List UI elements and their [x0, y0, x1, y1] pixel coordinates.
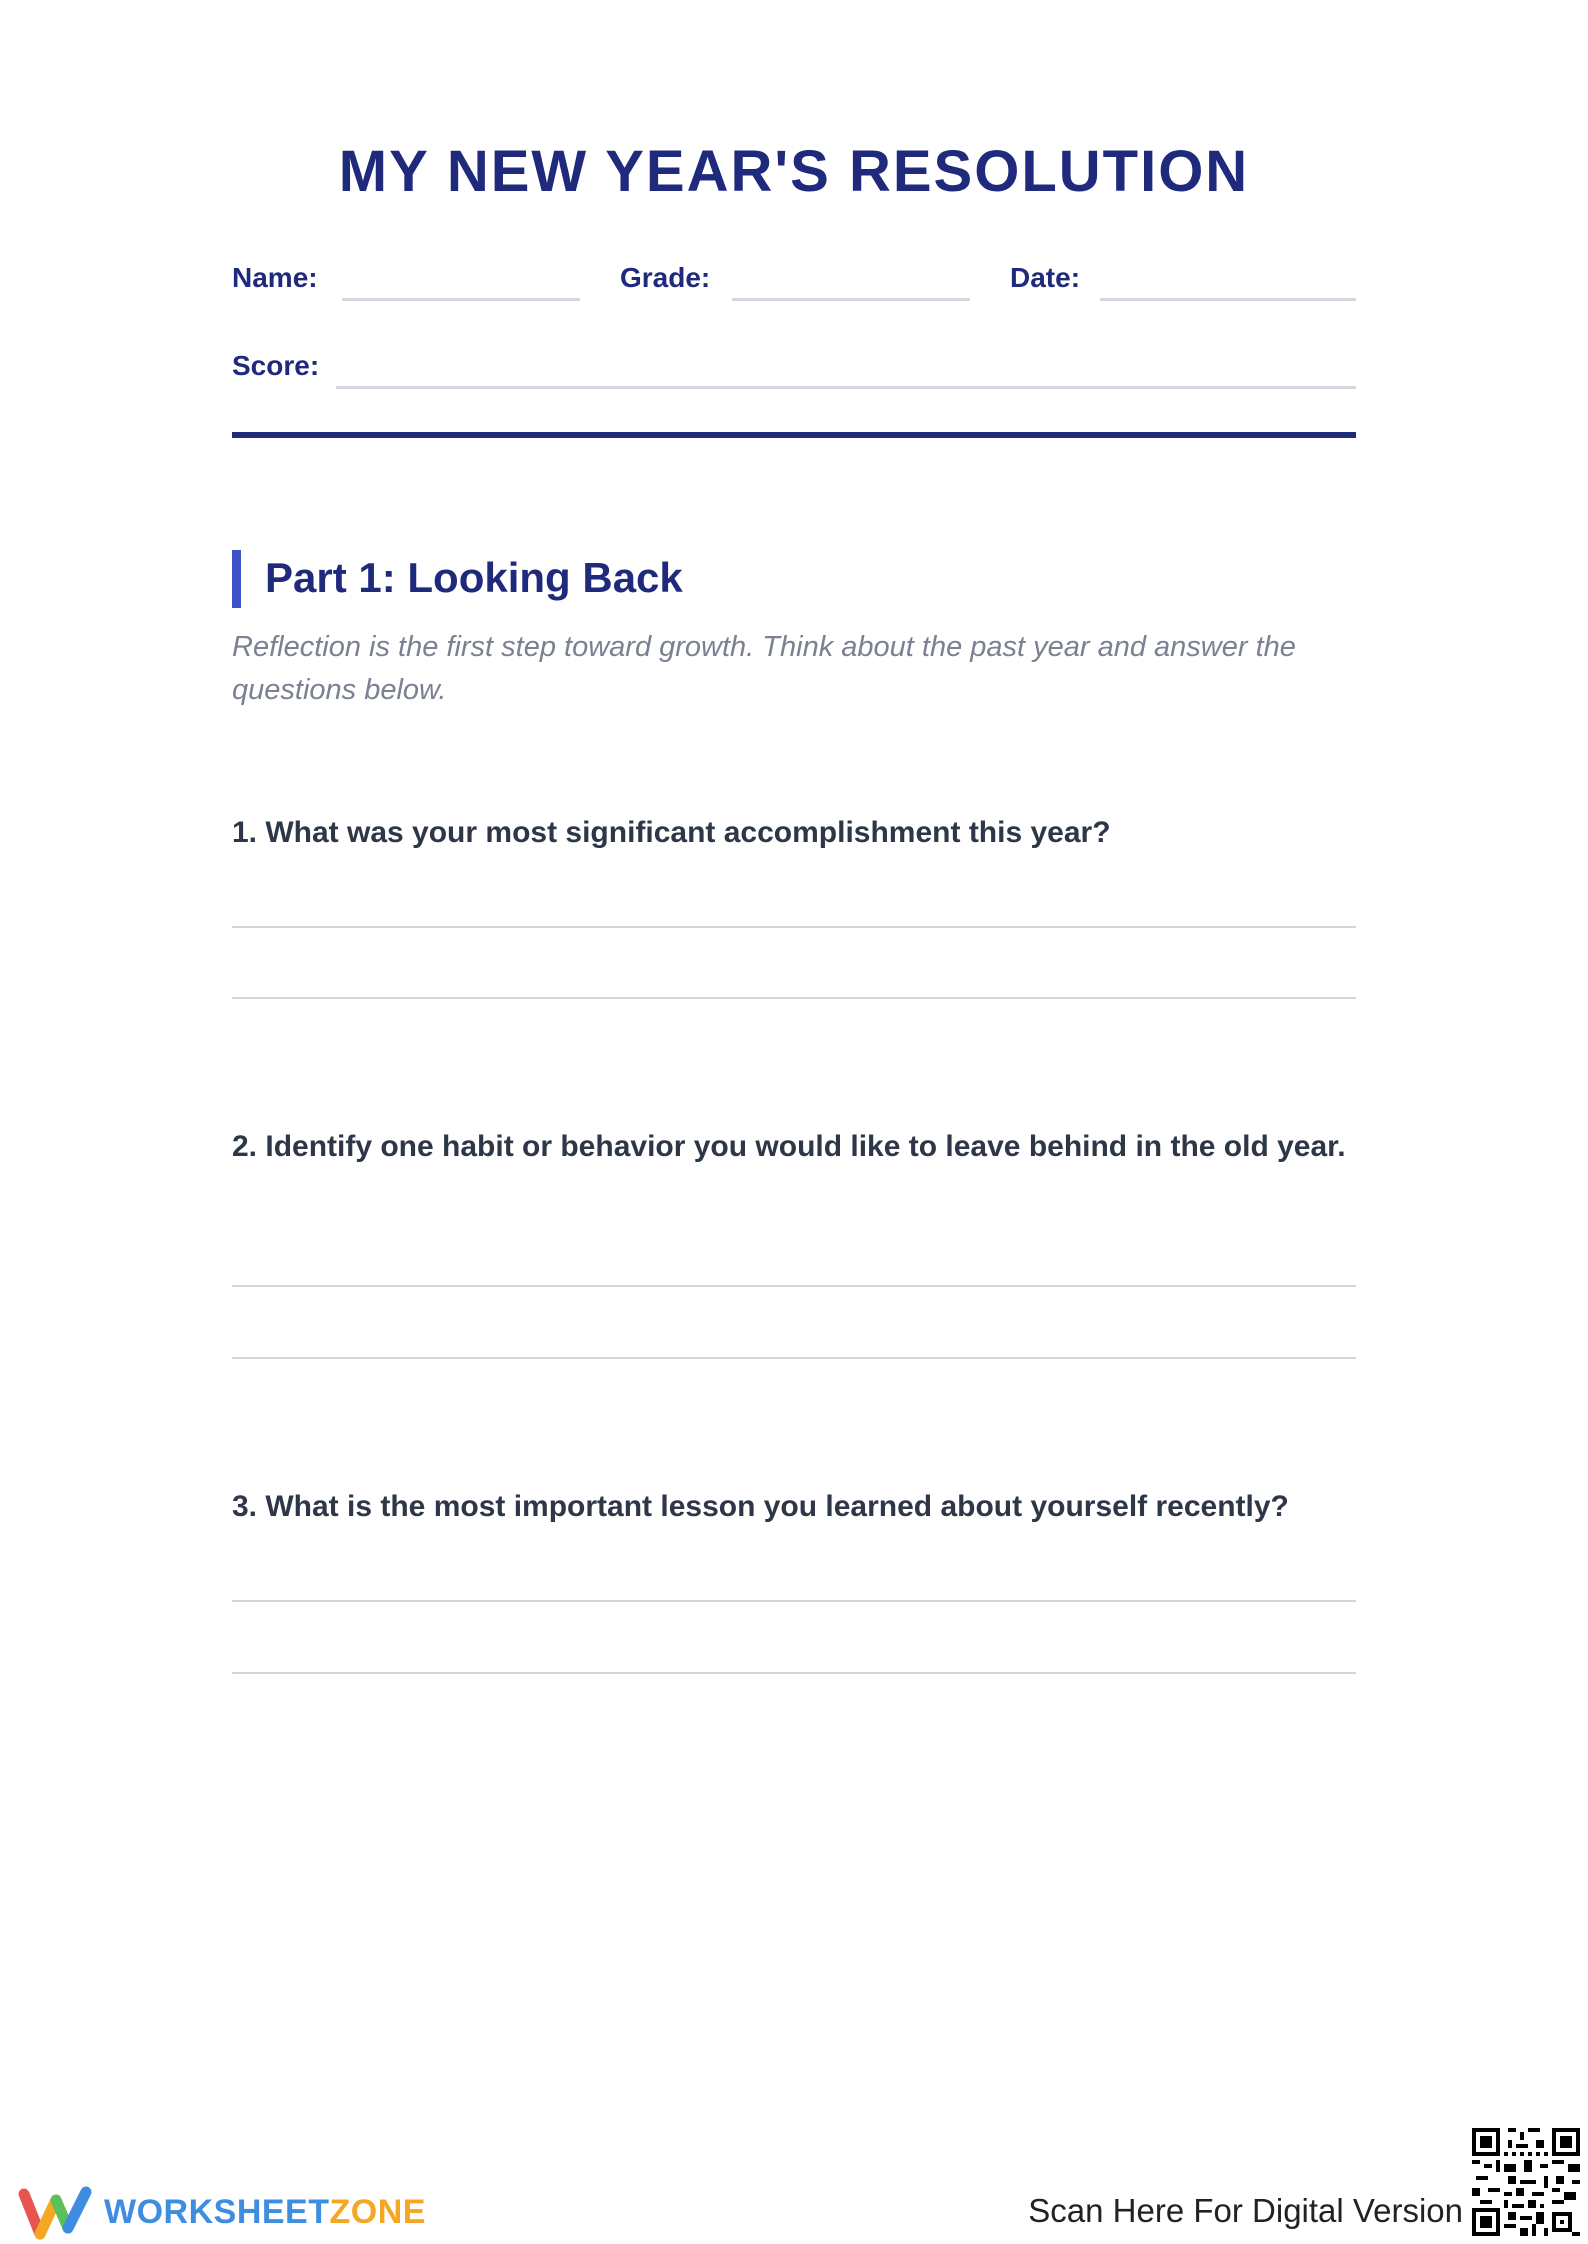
- brand-name-primary: WORKSHEET: [104, 2192, 330, 2231]
- scan-instruction: Scan Here For Digital Version: [1028, 2192, 1463, 2229]
- qr-code-icon[interactable]: [1472, 2128, 1580, 2236]
- brand-name: [104, 2193, 426, 2232]
- section-intro: Reflection is the first step toward growth. Think about the past year and answer the questions below.: [232, 631, 1296, 706]
- grade-label: Grade:: [620, 262, 711, 293]
- section-title: Part 1: Looking Back: [265, 554, 683, 601]
- question-2: 2. Identify one habit or behavior you would like to leave behind in the old year.: [232, 1130, 1346, 1163]
- page-title: MY NEW YEAR'S RESOLUTION: [338, 139, 1250, 204]
- name-label: Name:: [232, 262, 318, 293]
- grade-field[interactable]: [732, 298, 970, 301]
- score-field[interactable]: [336, 386, 1356, 389]
- answer-line-2b[interactable]: [232, 1357, 1356, 1359]
- date-field[interactable]: [1100, 298, 1356, 301]
- answer-line-1b[interactable]: [232, 997, 1356, 999]
- answer-line-1a[interactable]: [232, 926, 1356, 928]
- name-field[interactable]: [342, 298, 580, 301]
- question-3: 3. What is the most important lesson you learned about yourself recently?: [232, 1490, 1289, 1523]
- brand-logo: [18, 2184, 426, 2240]
- question-1: 1. What was your most significant accomplishment this year?: [232, 816, 1111, 849]
- answer-line-3b[interactable]: [232, 1672, 1356, 1674]
- header-divider: [232, 432, 1356, 438]
- worksheetzone-logo-icon: [18, 2184, 94, 2240]
- answer-line-3a[interactable]: [232, 1600, 1356, 1602]
- brand-name-secondary: ZONE: [329, 2192, 426, 2231]
- date-label: Date:: [1010, 262, 1081, 293]
- score-label: Score:: [232, 350, 320, 381]
- section-accent-bar: [232, 550, 241, 608]
- answer-line-2a[interactable]: [232, 1285, 1356, 1287]
